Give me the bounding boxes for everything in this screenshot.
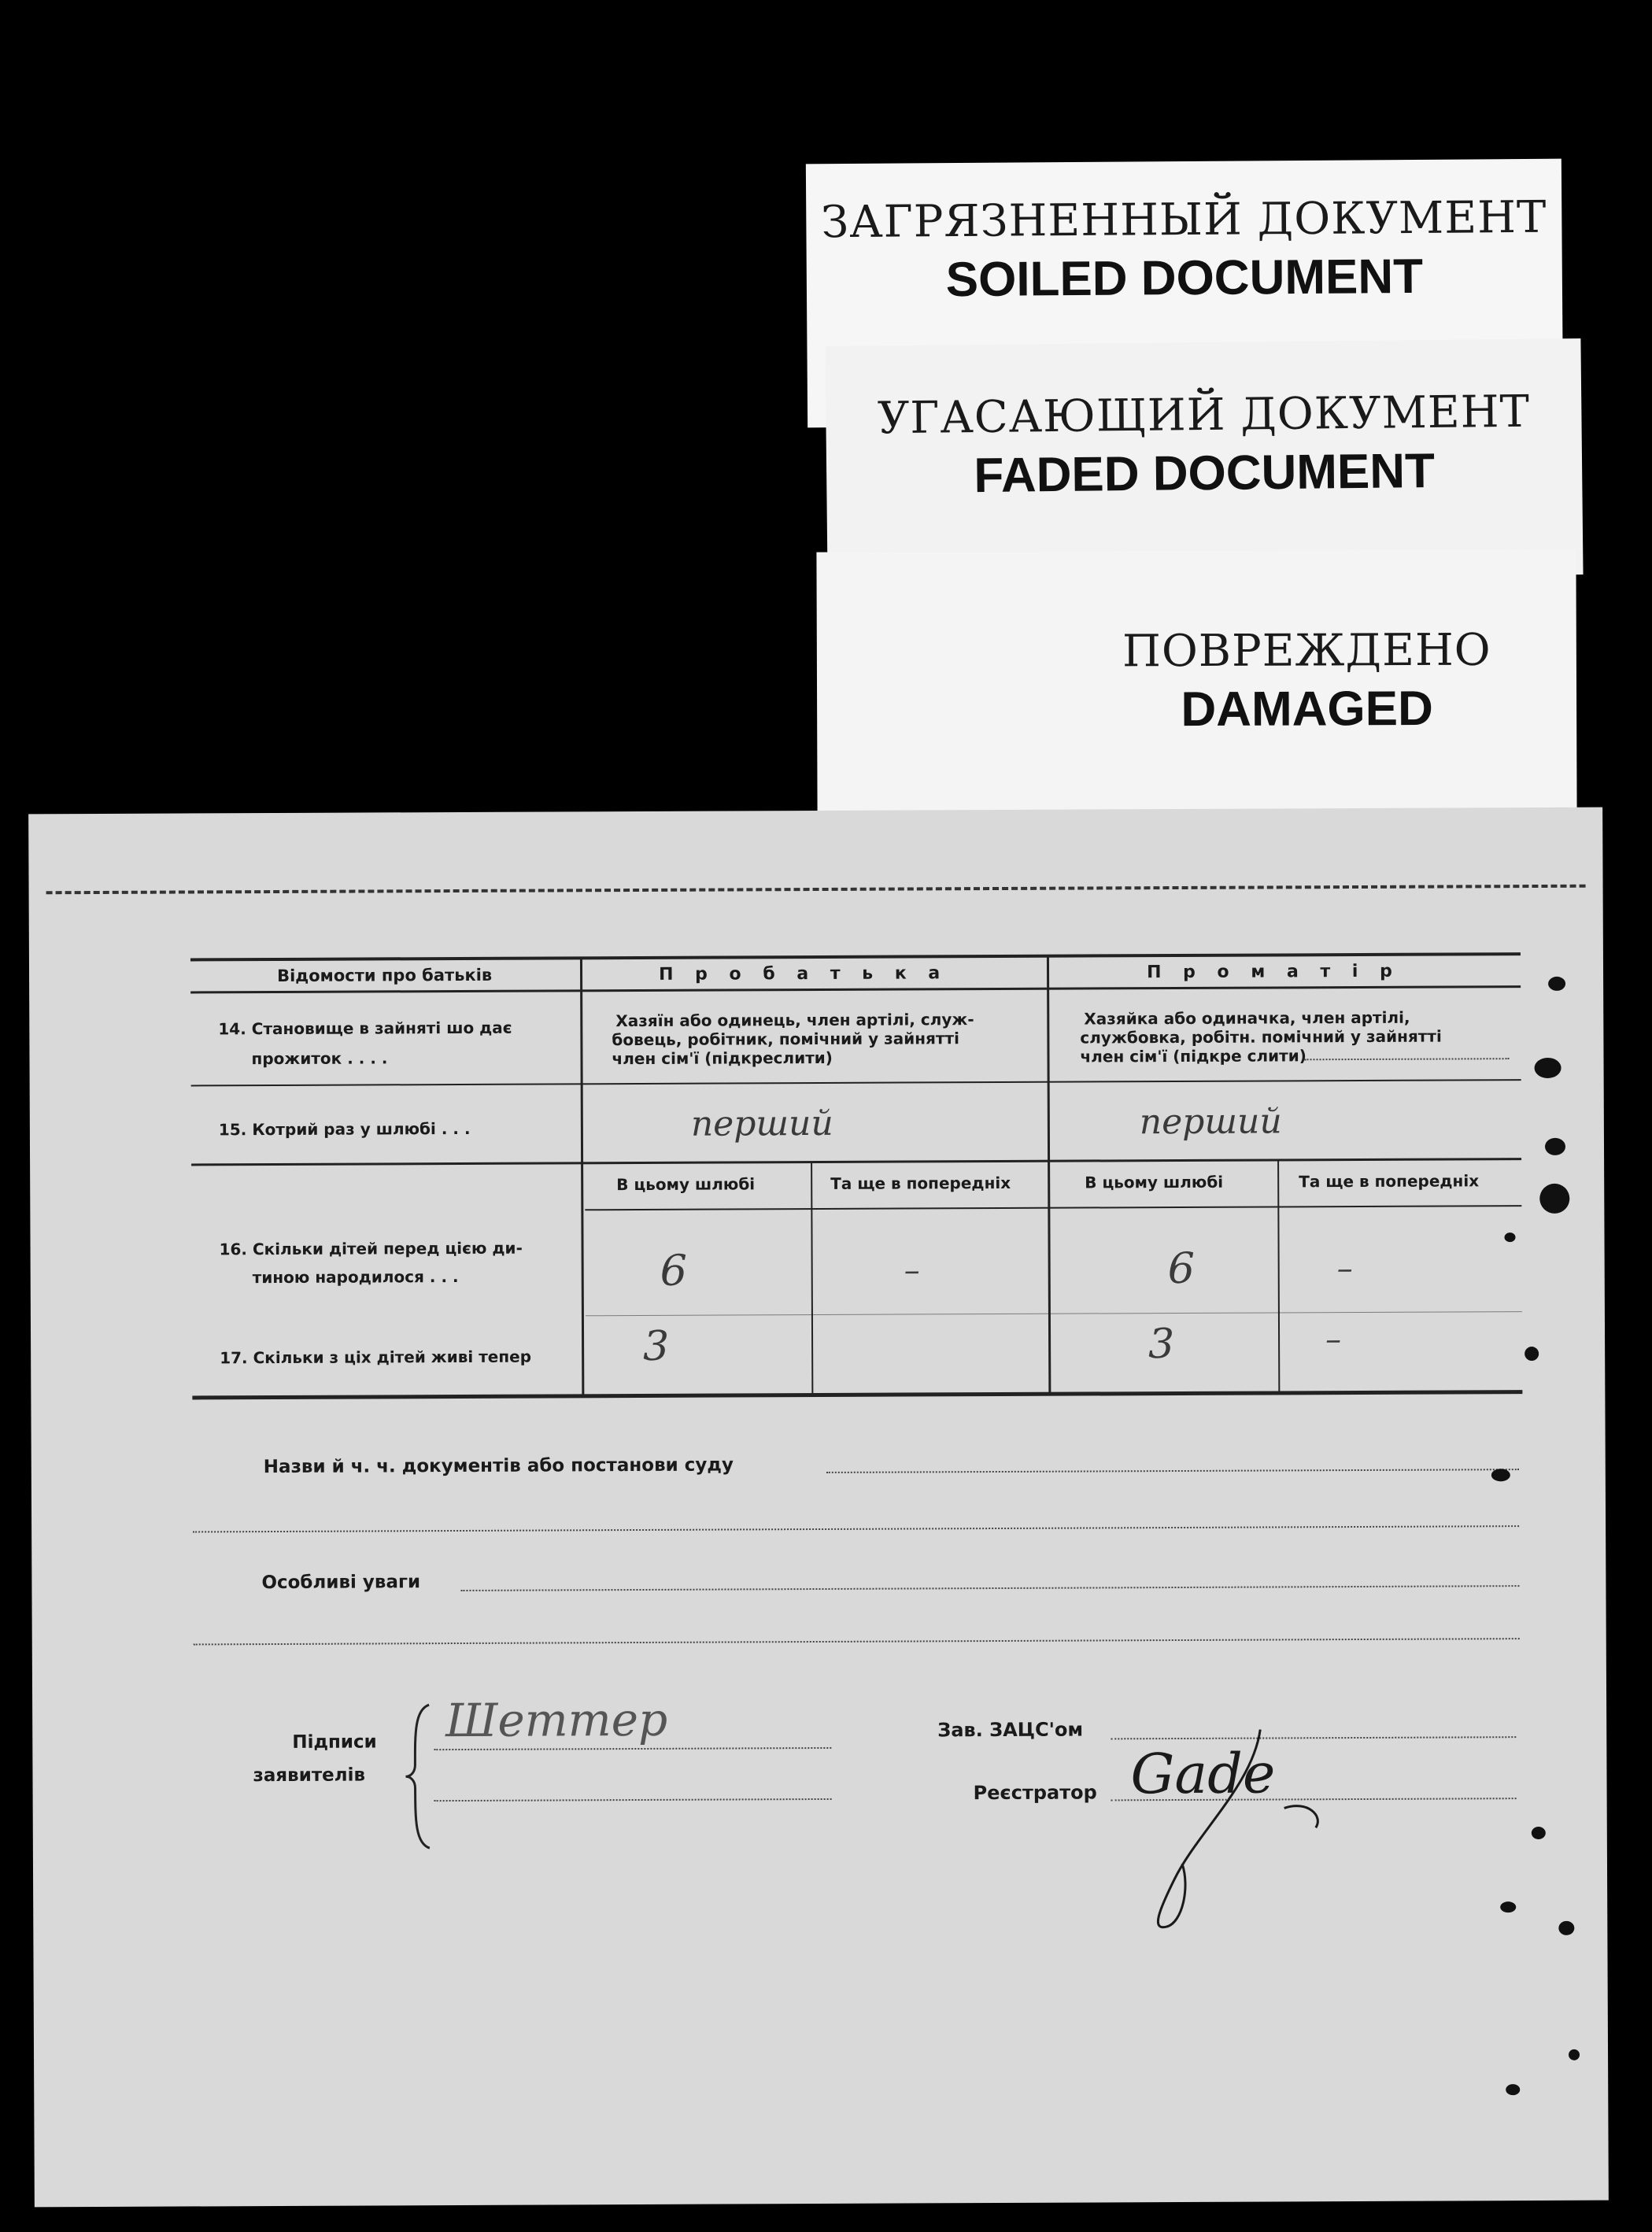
row14-label-line1: 14. Становище в зайняті шо дає — [218, 1018, 512, 1039]
row14-father-line2: бовець, робітник, помічний у зайнятті — [612, 1029, 959, 1050]
stain — [1569, 2049, 1580, 2060]
registrar-label: Реєстратор — [973, 1781, 1097, 1805]
row16-father-prev: – — [904, 1252, 920, 1289]
row14-label-line2: прожиток . . . . — [251, 1048, 388, 1069]
stain — [1506, 2084, 1520, 2095]
subheader-father-prev: Та ще в попередніх — [830, 1173, 1011, 1193]
col-divider-father-sub — [811, 1162, 813, 1395]
damaged-label-ru: ПОВРЕЖДЕНО — [1122, 624, 1491, 678]
row15-father-value: перший — [690, 1103, 833, 1144]
col-divider-label — [580, 958, 584, 1395]
stain — [1535, 1058, 1561, 1078]
row16-mother-this: 6 — [1167, 1243, 1196, 1294]
table-bottom-rule — [192, 1390, 1522, 1399]
stain — [1500, 1901, 1516, 1912]
row15-mother-value: перший — [1139, 1101, 1282, 1143]
row14-mother-line2: службовка, робітн. помічний у зайнятті — [1080, 1026, 1442, 1048]
applicant-signature: Шеттер — [445, 1692, 668, 1748]
header-father: П р о б а т ь к а — [658, 963, 948, 985]
soiled-label-en: SOILED DOCUMENT — [945, 249, 1424, 308]
row16-rule — [586, 1311, 1522, 1316]
row17-mother-this: 3 — [1148, 1321, 1175, 1369]
subheader-mother-prev: Та ще в попередніх — [1299, 1171, 1480, 1192]
remarks-label: Особливі уваги — [261, 1572, 421, 1594]
perforation-line — [46, 885, 1586, 895]
col-divider-parents — [1047, 956, 1051, 1394]
damaged-document-label — [816, 549, 1576, 811]
stain — [1491, 1469, 1510, 1481]
remarks-dotline-2 — [194, 1638, 1520, 1645]
documents-label: Назви й ч. ч. документів або постанови суду — [263, 1454, 734, 1478]
row14-father-line1: Хазяїн або одинець, член артілі, служ- — [615, 1010, 974, 1031]
row16-label-line1: 16. Скільки дітей перед цією ди- — [219, 1238, 523, 1259]
stain — [1504, 1232, 1515, 1242]
subheader-father-this: В цьому шлюбі — [616, 1174, 756, 1195]
row16-father-this: 6 — [660, 1245, 688, 1295]
col-divider-mother-sub — [1277, 1160, 1280, 1392]
subheader-mother-this: В цьому шлюбі — [1085, 1172, 1224, 1192]
row15-rule — [191, 1158, 1521, 1166]
damaged-label-en: DAMAGED — [1181, 681, 1433, 737]
faded-label-ru: УГАСАЮЩИЙ ДОКУМЕНТ — [877, 386, 1531, 445]
row14-mother-dotline — [1305, 1058, 1510, 1060]
soiled-label-ru: ЗАГРЯЗНЕННЫЙ ДОКУМЕНТ — [821, 191, 1547, 249]
stain — [1524, 1347, 1539, 1361]
stain — [1539, 1184, 1569, 1214]
remarks-dotline-1 — [460, 1585, 1519, 1591]
signature-dotline-2 — [434, 1798, 832, 1801]
stain — [1532, 1827, 1546, 1839]
registrar-signature: Gade — [1130, 1741, 1276, 1807]
header-parents-info: Відомости про батьків — [276, 965, 493, 985]
documents-dotline-1 — [826, 1469, 1519, 1473]
signature-dotline-1 — [434, 1747, 831, 1750]
row17-mother-prev: – — [1325, 1321, 1342, 1358]
row14-mother-line3: член сім'ї (підкре слити) — [1080, 1046, 1306, 1066]
row14-rule — [191, 1079, 1521, 1086]
stain — [1558, 1921, 1574, 1935]
header-mother: П р о м а т і р — [1146, 961, 1400, 983]
signatures-label-line1: Підписи — [292, 1731, 377, 1753]
table-top-rule — [190, 952, 1521, 961]
table-header-rule — [190, 985, 1521, 993]
signatures-label-line2: заявителів — [253, 1765, 366, 1787]
stain — [1545, 1138, 1565, 1155]
row16-label-line2: тиною народилося . . . — [252, 1266, 459, 1288]
row14-mother-line1: Хазяйка або одиначка, член артілі, — [1084, 1007, 1410, 1029]
subheader-rule — [585, 1205, 1521, 1210]
faded-label-en: FADED DOCUMENT — [974, 443, 1436, 504]
row15-label: 15. Котрий раз у шлюбі . . . — [218, 1118, 471, 1140]
row14-father-line3: член сім'ї (підкреслити) — [612, 1048, 833, 1069]
documents-dotline-2 — [193, 1525, 1519, 1532]
record-form-page — [28, 807, 1609, 2208]
head-label: Зав. ЗАЦС'ом — [937, 1718, 1084, 1742]
signatures-brace — [402, 1702, 434, 1851]
registrar-signature-flourish — [1103, 1713, 1355, 1935]
stain — [1548, 977, 1565, 991]
row17-label: 17. Скільки з ціх дітей живі тепер — [220, 1347, 532, 1368]
faded-document-label — [825, 338, 1583, 582]
row17-father-this: 3 — [642, 1322, 670, 1370]
row16-mother-prev: – — [1336, 1251, 1353, 1288]
